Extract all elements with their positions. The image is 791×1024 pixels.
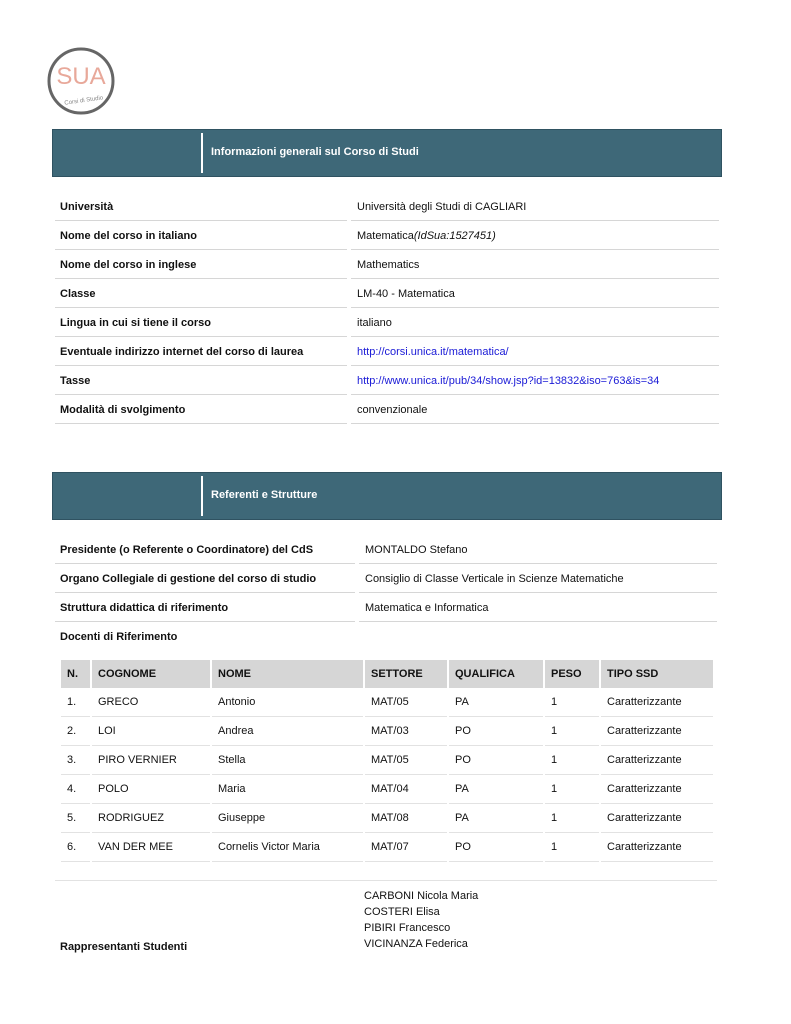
cell-tipo-ssd: Caratterizzante — [601, 746, 713, 775]
cell-qualifica: PA — [449, 804, 543, 833]
col-header-settore: SETTORE — [365, 660, 447, 688]
cell-settore: MAT/07 — [365, 833, 447, 862]
label-universita: Università — [55, 193, 347, 221]
cell-qualifica: PA — [449, 775, 543, 804]
cell-qualifica: PO — [449, 717, 543, 746]
col-header-n: N. — [61, 660, 90, 688]
cell-tipo-ssd: Caratterizzante — [601, 804, 713, 833]
table-header-row — [61, 660, 713, 688]
table-row — [61, 833, 713, 862]
col-header-peso: PESO — [545, 660, 599, 688]
value-struttura-didattica: Matematica e Informatica — [359, 594, 717, 622]
cell-tipo-ssd: Caratterizzante — [601, 717, 713, 746]
col-header-nome: NOME — [212, 660, 363, 688]
cell-n: 5. — [61, 804, 90, 833]
col-header-tipo-ssd: TIPO SSD — [601, 660, 713, 688]
cell-nome: Maria — [212, 775, 363, 804]
cell-qualifica: PO — [449, 746, 543, 775]
section-title-general: Informazioni generali sul Corso di Studi — [211, 146, 419, 158]
student-name: COSTERI Elisa — [364, 906, 440, 918]
label-indirizzo-internet: Eventuale indirizzo internet del corso di laurea — [55, 338, 347, 366]
sua-logo — [46, 46, 116, 116]
cell-settore: MAT/03 — [365, 717, 447, 746]
value-tasse — [351, 367, 719, 395]
tasse-link[interactable]: http://www.unica.it/pub/34/show.jsp?id=13832&iso=763&is=34 — [357, 375, 660, 387]
cell-n: 1. — [61, 688, 90, 717]
cell-nome: Andrea — [212, 717, 363, 746]
cell-n: 2. — [61, 717, 90, 746]
cell-settore: MAT/08 — [365, 804, 447, 833]
table-row — [61, 746, 713, 775]
students-divider — [55, 880, 717, 881]
cell-n: 3. — [61, 746, 90, 775]
label-nome-inglese: Nome del corso in inglese — [55, 251, 347, 279]
value-universita: Università degli Studi di CAGLIARI — [351, 193, 719, 221]
cell-tipo-ssd: Caratterizzante — [601, 688, 713, 717]
value-nome-italiano — [351, 222, 719, 250]
student-name: VICINANZA Federica — [364, 938, 468, 950]
label-tasse: Tasse — [55, 367, 347, 395]
label-struttura-didattica: Struttura didattica di riferimento — [55, 594, 355, 622]
cell-peso: 1 — [545, 804, 599, 833]
cell-cognome: VAN DER MEE — [92, 833, 210, 862]
cell-cognome: PIRO VERNIER — [92, 746, 210, 775]
value-modalita: convenzionale — [351, 396, 719, 424]
value-presidente: MONTALDO Stefano — [359, 536, 717, 564]
label-modalita: Modalità di svolgimento — [55, 396, 347, 424]
cell-peso: 1 — [545, 775, 599, 804]
cell-cognome: POLO — [92, 775, 210, 804]
value-indirizzo-internet — [351, 338, 719, 366]
cell-peso: 1 — [545, 688, 599, 717]
course-id-sua: (IdSua:1527451) — [413, 230, 496, 242]
cell-cognome: GRECO — [92, 688, 210, 717]
value-lingua: italiano — [351, 309, 719, 337]
docenti-label: Docenti di Riferimento — [60, 631, 178, 643]
students-label: Rappresentanti Studenti — [60, 941, 188, 953]
label-organo-collegiale: Organo Collegiale di gestione del corso di studio — [55, 565, 355, 593]
value-nome-inglese: Mathematics — [351, 251, 719, 279]
logo-subtitle: Corsi di Studio — [64, 95, 104, 107]
table-row — [61, 717, 713, 746]
table-row — [61, 688, 713, 717]
cell-settore: MAT/04 — [365, 775, 447, 804]
col-header-qualifica: QUALIFICA — [449, 660, 543, 688]
cell-qualifica: PO — [449, 833, 543, 862]
cell-n: 4. — [61, 775, 90, 804]
cell-nome: Cornelis Victor Maria — [212, 833, 363, 862]
course-website-link[interactable]: http://corsi.unica.it/matematica/ — [357, 346, 509, 358]
cell-cognome: RODRIGUEZ — [92, 804, 210, 833]
col-header-cognome: COGNOME — [92, 660, 210, 688]
label-classe: Classe — [55, 280, 347, 308]
cell-peso: 1 — [545, 833, 599, 862]
cell-peso: 1 — [545, 717, 599, 746]
header-divider — [201, 476, 203, 516]
cell-nome: Giuseppe — [212, 804, 363, 833]
value-organo-collegiale: Consiglio di Classe Verticale in Scienze Matematiche — [359, 565, 717, 593]
course-name: Matematica — [357, 230, 414, 242]
cell-settore: MAT/05 — [365, 746, 447, 775]
cell-tipo-ssd: Caratterizzante — [601, 833, 713, 862]
section-title-referenti: Referenti e Strutture — [211, 489, 318, 501]
value-classe: LM-40 - Matematica — [351, 280, 719, 308]
student-name: PIBIRI Francesco — [364, 922, 451, 934]
students-list — [364, 888, 478, 952]
section-header-referenti — [52, 472, 722, 520]
cell-settore: MAT/05 — [365, 688, 447, 717]
docenti-table — [59, 660, 715, 862]
cell-nome: Stella — [212, 746, 363, 775]
cell-qualifica: PA — [449, 688, 543, 717]
cell-tipo-ssd: Caratterizzante — [601, 775, 713, 804]
logo-text: SUA — [56, 63, 106, 90]
table-row — [61, 804, 713, 833]
label-lingua: Lingua in cui si tiene il corso — [55, 309, 347, 337]
header-divider — [201, 133, 203, 173]
label-presidente: Presidente (o Referente o Coordinatore) del CdS — [55, 536, 355, 564]
cell-n: 6. — [61, 833, 90, 862]
cell-cognome: LOI — [92, 717, 210, 746]
student-name: CARBONI Nicola Maria — [364, 890, 479, 902]
label-nome-italiano: Nome del corso in italiano — [55, 222, 347, 250]
cell-peso: 1 — [545, 746, 599, 775]
cell-nome: Antonio — [212, 688, 363, 717]
table-row — [61, 775, 713, 804]
section-header-general — [52, 129, 722, 177]
